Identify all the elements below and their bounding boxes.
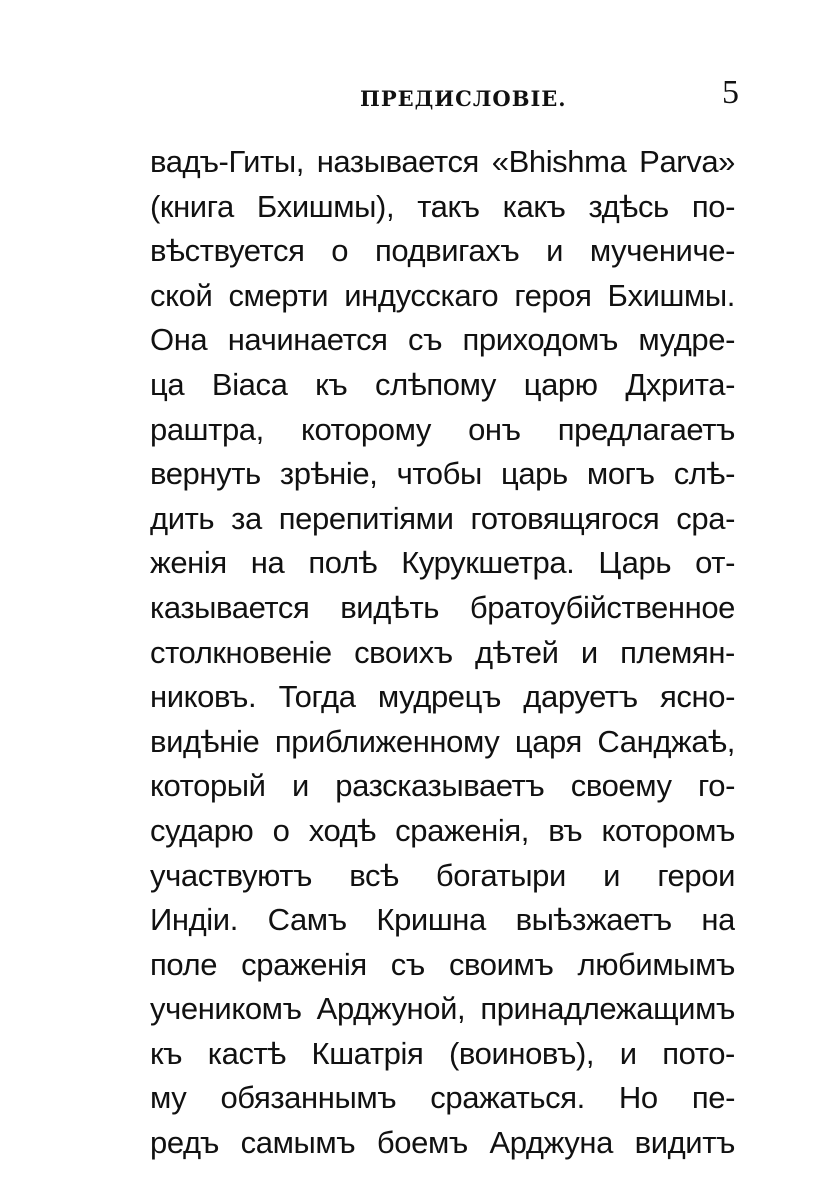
text-line: женія на полѣ Курукшетра. Царь от-: [150, 545, 735, 581]
text-line: никовъ. Тогда мудрецъ даруетъ ясно-: [150, 679, 735, 715]
text-line: Она начинается съ приходомъ мудре-: [150, 322, 735, 358]
text-line: ца Віаса къ слѣпому царю Дхрита-: [150, 366, 735, 402]
text-line: вернуть зрѣніе, чтобы царь могъ слѣ-: [150, 456, 735, 492]
text-line: сударю о ходѣ сраженія, въ которомъ: [150, 812, 735, 848]
body-text: [150, 140, 735, 1166]
text-line: вѣствуется о подвигахъ и мучениче-: [150, 233, 735, 269]
page-number: 5: [722, 74, 739, 111]
text-line: казывается видѣть братоубійственное: [150, 589, 735, 625]
text-line: Индіи. Самъ Кришна выѣзжаетъ на: [150, 902, 735, 938]
text-line: му обязаннымъ сражаться. Но пе-: [150, 1080, 735, 1116]
page-header: [150, 74, 745, 118]
text-line: ученикомъ Арджуной, принадлежащимъ: [150, 991, 735, 1027]
text-line: дить за перепитіями готовящягося сра-: [150, 500, 735, 536]
text-line: ской смерти индусскаго героя Бхишмы.: [150, 277, 735, 313]
text-line: поле сраженія съ своимъ любимымъ: [150, 946, 735, 982]
text-line: видѣніе приближенному царя Санджаѣ,: [150, 723, 735, 759]
text-line: который и разсказываетъ своему го-: [150, 768, 735, 804]
text-line: къ кастѣ Кшатрія (воиновъ), и пото-: [150, 1035, 735, 1071]
text-line: участвуютъ всѣ богатыри и герои: [150, 857, 735, 893]
text-line: редъ самымъ боемъ Арджуна видитъ: [150, 1125, 735, 1161]
text-line: вадъ-Гиты, называется «Bhishma Parva»: [150, 144, 735, 179]
text-line: раштра, которому онъ предлагаетъ: [150, 411, 735, 447]
running-title: ПРЕДИСЛОВІЕ.: [360, 86, 567, 111]
text-line: столкновеніе своихъ дѣтей и племян-: [150, 634, 735, 670]
text-line: (книга Бхишмы), такъ какъ здѣсь по-: [150, 188, 735, 224]
